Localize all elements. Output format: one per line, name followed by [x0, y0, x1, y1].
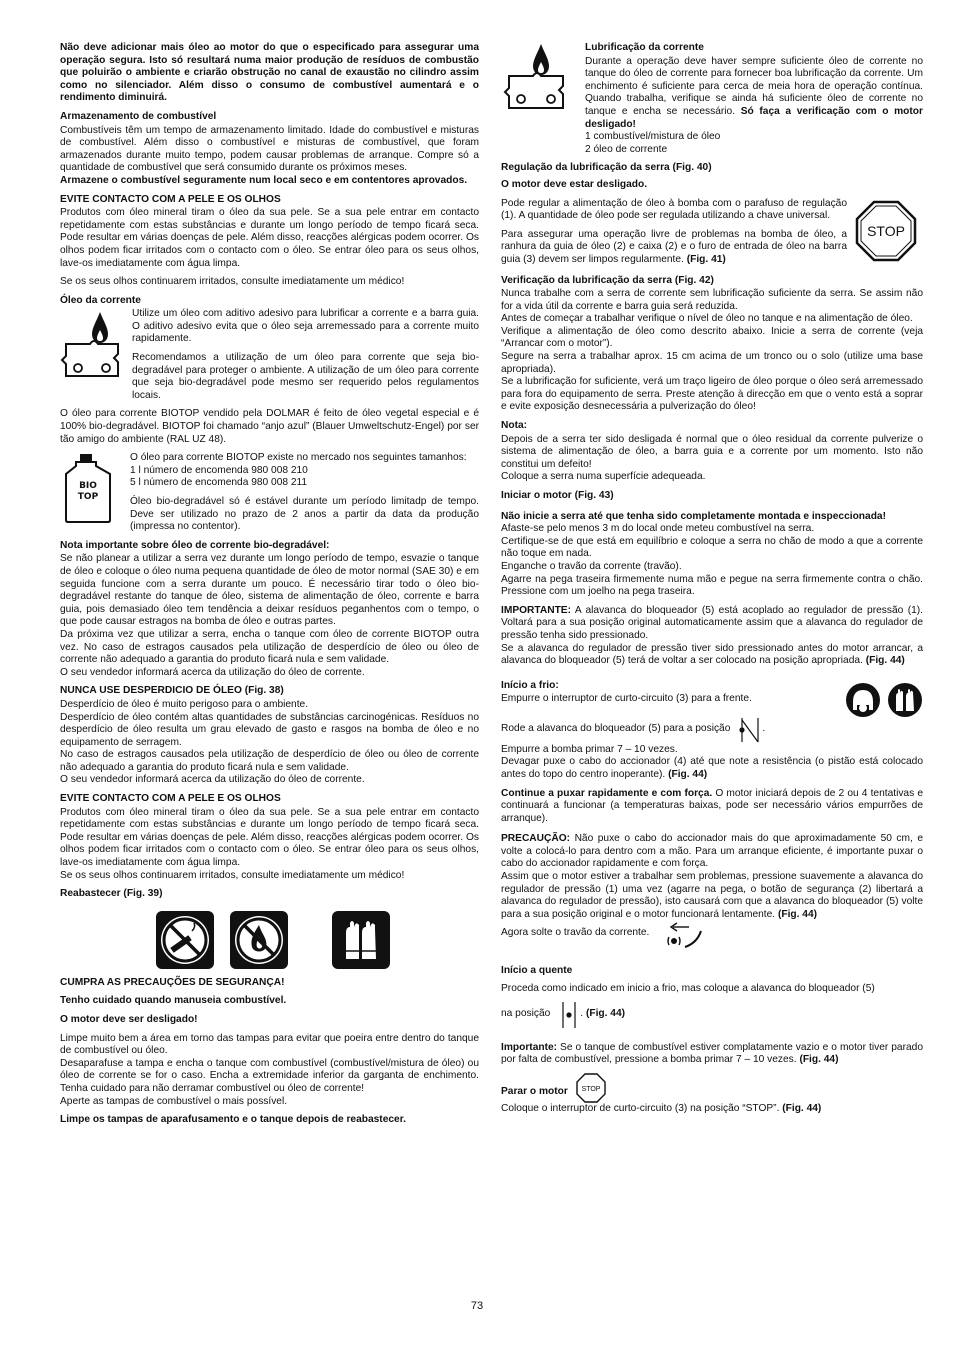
regulation-block [501, 198, 923, 273]
start-p4: Agarre na pega traseira firmemente numa mão e pegue na serra firmemente contra o chão. Pressione com um joelho na pega traseira. [501, 573, 923, 598]
skin1-text2: Se os seus olhos continuarem irritados, consulte imediatamente um médico! [60, 276, 405, 288]
svg-text:STOP: STOP [867, 222, 905, 239]
wear-gloves-icon [332, 911, 390, 969]
regulation-bold: O motor deve estar desligado. [501, 178, 648, 190]
storage-heading: Armazenamento de combustível [60, 110, 217, 122]
stop-sign-icon [855, 198, 923, 267]
refuel-heading: Reabastecer (Fig. 39) [60, 888, 163, 900]
start-bold: Não inicie a serra até que tenha sido completamente montada e inspeccionada! [501, 510, 886, 522]
stop-engine-text: Coloque o interruptor de curto-circuito (3) na posição “STOP”. (Fig. 44) [501, 1102, 822, 1114]
safety-b2: O motor deve ser desligado! [60, 1014, 198, 1025]
lubrication-block [501, 42, 923, 156]
verification-p4: Segure na serra a trabalhar aprox. 15 cm acima de um tronco ou o solo (utilize uma base apropriada). [501, 351, 923, 375]
waste-l1: Desperdício de óleo é muito perigoso para o ambiente. [60, 698, 309, 710]
skin2-text: Produtos com óleo mineral tiram o óleo da sua pele. Se a sua pele entrar em contacto repetidamente com estas substâncias e durante um longo período de tempo ficará seca. Pode resultar em várias doenças de pele. Além disso, reacções alérgicas podem ocorrer. Os olhos podem ficar irritados com o contacto com o óleo. Se entrar óleo para os seus olhos, lave-os imediatamente com água limpa. [60, 806, 479, 869]
nota-p1: Depois de a serra ter sido desligada é normal que o óleo residual da corrente pulverize o sistema de alimentação de óleo, a barra guia e a corrente por um momento. Isto não constitui um defeito! [501, 433, 923, 470]
storage-text: Combustíveis têm um tempo de armazenamento limitado. Idade do combustível e misturas de combustível. Além disso o combustível e misturas de combustível, que foram armazenados durante muito tempo, podem causar problemas de arranque. Compre só a quantidade de combustível que será consumido durante os próximos meses. [60, 124, 479, 174]
start-p3: Enganche o travão da corrente (travão). [501, 560, 682, 572]
nota-heading: Nota: [501, 420, 528, 432]
oil-drop-chain-icon [501, 42, 577, 115]
nota-p2: Coloque a serra numa superfície adequeada. [501, 471, 706, 483]
important-text: IMPORTANTE: A alavanca do bloqueador (5) está acoplado ao regulador de pressão (1). Voltará para a sua posição original automaticamente assim que a alavanca do regulador de pressão tenha sido pressionado. [501, 604, 923, 641]
cold-start-p3: Empurre a bomba primar 7 – 10 vezes. [501, 743, 678, 755]
cold-start-lever-line [501, 716, 923, 744]
biotop-p2: Óleo bio-degradável só é estável durante um período limitadp de tempo. Deve ser utilizado no prazo de 2 anos a partir da data da produção (impressa no contentor). [130, 496, 479, 533]
biotop-block [60, 452, 479, 540]
waste-l3: No caso de estragos causados pela utilização de desperdício de óleo ou óleo de corrente não adequado a garantia do produto ficará nula e sem validade. [60, 749, 479, 773]
skin1-heading: EVITE CONTACTO COM A PELE E OS OLHOS [60, 193, 281, 205]
no-open-flame-icon [230, 911, 288, 969]
waste-heading: NUNCA USE DESPERDICIO DE ÓLEO (Fig. 38) [60, 685, 284, 697]
note-heading: Nota importante sobre óleo de corrente bio-degradável: [60, 539, 330, 551]
biotop-bottle-icon [60, 452, 122, 529]
regulation-p1: Pode regular a alimentação de óleo à bomba com o parafuso de regulação (1). A quantidade de óleo pode ser regulada utilizando a chave universal. [501, 197, 847, 222]
verification-p1: Nunca trabalhe com a serra de corrente sem lubrificação suficiente da serra. Se assim não for a vida útil da corrente e barra guia será reduzida. [501, 288, 923, 312]
cold-start-p1: Empurre o interruptor de curto-circuito (3) para a frente. [501, 693, 752, 705]
warm-start-lever-line [501, 1000, 923, 1030]
lubrication-bold: Só faça a verificação com o motor desligado! [585, 105, 923, 130]
note-text3: O seu vendedor informará acerca da utilização do óleo de corrente. [60, 666, 365, 678]
svg-text:BIO: BIO [79, 481, 97, 492]
cold-start-p2b: . [762, 723, 766, 735]
verification-p3: Verifique a alimentação de óleo como descrito abaixo. Inicie a serra de corrente (veja “Arrancar com o motor”). [501, 325, 923, 350]
chain-brake-release-icon [663, 921, 707, 951]
intro-warning: Não deve adicionar mais óleo ao motor do que o especificado para assegurar uma operação segura. Isto só resultará numa maior produção de resíduos de combustão que poluirão o ambiente e criarão obstrução no canal de exaustão no cilindro assim como no silenciador. Além disso o consumo de combustível aumentará e o rendimento diminuirá. [60, 42, 479, 104]
stop-engine-heading: Parar o motor [501, 1085, 568, 1097]
oil-drop-chain-icon [60, 308, 124, 385]
no-smoking-icon [156, 911, 214, 969]
skin1-text: Produtos com óleo mineral tiram o óleo da sua pele. Se a sua pele entrar em contacto repetidamente com estas substâncias e durante um longo período de tempo ficará seca. Pode resultar em várias doenças de pele. Além disso, reacções alérgicas podem ocorrer. Os olhos podem ficar irritados com o contacto com o óleo. Se entrar óleo para os seus olhos, lave-os imediatamente com água limpa. [60, 207, 479, 269]
safety-heading: CUMPRA AS PRECAUÇÕES DE SEGURANÇA! [60, 976, 285, 988]
cold-start-p2a: Rode a alavanca do bloqueador (5) para a posição [501, 723, 731, 735]
verification-p5: Se a lubrificação for suficiente, verá um traço ligeiro de óleo porque o óleo será arremessado para fora do equipamento de serra. Preste atenção à direcção em que o vento está a soprar e evite exposição desnecessária a pulverização do óleo! [501, 376, 923, 413]
stop-sign-small-icon [576, 1073, 606, 1103]
start-p1: Afaste-se pelo menos 3 m do local onde meteu combustível na serra. [501, 523, 815, 535]
brake-release-line [501, 927, 923, 951]
important-text2: Se a alavanca do regulador de pressão tiver sido pressionado antes do motor arrancar, a alavanca do bloqueador (5) terá de voltar a ser colocado na posição apropriada. (Fig. 44) [501, 642, 923, 667]
warm-start-p2a: na posição [501, 1008, 551, 1020]
left-column [60, 42, 479, 1133]
verification-p2: Antes de começar a trabalhar verifique o nível de óleo no tanque e na alimentação de óleo. [501, 313, 913, 325]
refuel-symbols [156, 911, 479, 969]
precaution-text2: Assim que o motor estiver a trabalhar sem problemas, pressione suavemente a alavanca do regulador de pressão (1) uma vez (agarre na pega, o botão de segurança (2) libertará a alavanca do regulador de pressão), isto causará com que a alavanca do bloqueador (5) volte para a sua posição original e o motor funcionará lentamente. (Fig. 44) [501, 871, 923, 920]
choke-lever-icon [736, 716, 762, 744]
warm-start-heading: Início a quente [501, 965, 573, 977]
svg-text:TOP: TOP [77, 492, 99, 503]
safety-p2: Desaparafuse a tampa e encha o tanque com combustível (combustível/mistura de óleo) ou óleo de corrente se for o caso. Encha a extremidade inferior da garganta de enchimento. Tenha cuidado para não derramar combustível ou óleo de corrente! [60, 1057, 479, 1094]
lubrication-text: Durante a operação deve haver sempre suficiente óleo de corrente no tanque do óleo de corrente para fornecer boa lubrificação da corrente. Um enchimento é suficiente para cerca de meia hora de operação contínua. Quando trabalha, verifique se ainda há suficiente óleo de corrente no tanque e encha se necessário. Só faça a verificação com o motor desligado! [585, 55, 923, 130]
right-column [501, 42, 923, 1121]
lubrication-item-2: 2 óleo de corrente [585, 143, 668, 155]
chainoil-p3: O óleo para corrente BIOTOP vendido pela DOLMAR é feito de óleo vegetal especial e é 100% bio-degradável. BIOTOP foi chamado “anjo azul” (Blauer Umweltschutz-Engel) por ser tão amigo do ambiente (RAL UZ 48). [60, 408, 479, 445]
biotop-order-1: 1 l número de encomenda 980 008 210 [130, 464, 308, 476]
safety-b1: Tenho cuidado quando manuseia combustível. [60, 995, 287, 1007]
helmet-icon [845, 682, 881, 718]
brake-release-text: Agora solte o travão da corrente. [501, 927, 650, 939]
waste-l4: O seu vendedor informará acerca da utilização do óleo de corrente. [60, 774, 365, 786]
cold-start-heading: Início a frio: [501, 679, 559, 691]
start-p2: Certifique-se de que está em equilíbrio e coloque a serra no chão de modo a que a corrente não toque em nada. [501, 535, 923, 560]
continue-text: Continue a puxar rapidamente e com força. O motor iniciará depois de 2 ou 4 tentativas e continuará a funcionar (a temperaturas baixas, pode ser necessário vários empurrões de arranque). [501, 787, 923, 824]
lubrication-heading: Lubrificação da corrente [585, 42, 704, 53]
waste-l2: Desperdício de óleo contém altas quantidades de substâncias carcinogénicas. Resíduos no desperdício de óleo resulta um grau elevado de gasto e rasgos na bomba de óleo e no equipamento de serragem. [60, 711, 479, 748]
chainoil-heading: Óleo da corrente [60, 294, 141, 306]
chainoil-block [60, 308, 479, 408]
cold-start-p4: Devagar puxe o cabo do accionador (4) até que note a resistência (o pistão está colocado antes do topo do centro inoperante). (Fig. 44) [501, 756, 923, 780]
storage-bold: Armazene o combustível seguramente num local seco e em contentores aprovados. [60, 174, 468, 186]
cold-start-block [501, 680, 923, 718]
safety-gear-icons [845, 682, 923, 718]
safety-b3: Limpe os tampas de aparafusamento e o tanque depois de reabastecer. [60, 1114, 406, 1126]
regulation-heading: Regulação da lubrificação da serra (Fig. 40) [501, 162, 712, 174]
safety-p1: Limpe muito bem a área em torno das tampas para evitar que poeira entre dentro do tanque de combustível ou óleo. [60, 1032, 479, 1057]
important2-text: Importante: Se o tanque de combustível estiver complatamente vazio e o motor tiver parado por falta de combustível, pressione a bomba primar 7 – 10 vezes. (Fig. 44) [501, 1041, 923, 1066]
svg-text:STOP: STOP [581, 1085, 601, 1093]
warm-start-fig: . (Fig. 44) [580, 1008, 626, 1020]
half-throttle-lever-icon [558, 1000, 580, 1030]
lubrication-item-1: 1 combustível/mistura de óleo [585, 131, 721, 143]
chainoil-p1: Utilize um óleo com aditivo adesivo para lubrificar a corrente e a barra guia. O aditivo adesivo evita que o óleo seja arremessado para a corrente muito rapidamente. [132, 308, 479, 345]
page-number: 73 [470, 1300, 484, 1312]
verification-heading: Verificação da lubrificação da serra (Fig. 42) [501, 274, 714, 286]
stop-engine-heading-line [501, 1081, 923, 1103]
safety-p3: Aperte as tampas de combustível o mais possível. [60, 1095, 288, 1107]
skin2-heading: EVITE CONTACTO COM A PELE E OS OLHOS [60, 793, 281, 805]
note-text2: Da próxima vez que utilizar a serra, encha o tanque com óleo de corrente BIOTOP outra vez. No caso de estragos causados pela utilização de desperdício de óleo ou óleo de corrente não adequado a garantia do produto ficará nula e sem validade. [60, 628, 479, 666]
regulation-p2: Para assegurar uma operação livre de problemas na bomba de óleo, a ranhura da guia de óleo (2) e caixa (2) e o furo de entrada de óleo na barra guia (3) devem ser limpos regularmente. (Fig. 41) [501, 228, 847, 265]
biotop-p1: O óleo para corrente BIOTOP existe no mercado nos seguintes tamanhos: [130, 452, 467, 464]
skin2-text2: Se os seus olhos continuarem irritados, consulte imediatamente um médico! [60, 869, 405, 881]
precaution-text: PRECAUÇÃO: Não puxe o cabo do accionador mais do que aproximadamente 50 cm, e volte a colocá-lo para dentro com a mão. Para um arranque eficiente, é importante puxar o cabo do accionador rapidamente e com força. [501, 833, 923, 870]
chainoil-p2: Recomendamos a utilização de um óleo para corrente que seja bio-degradável para proteger o ambiente. A utilização de um óleo para corrente que seja bio-degradável pode mesmo ser requerido pelos regulamentos locais. [132, 352, 479, 401]
note-text: Se não planear a utilizar a serra vez durante um longo período de tempo, esvazie o tanque de óleo e coloque o óleo numa pequena quantidade de óleo de motor normal (SAE 30) e em seguida funcione com a serra durante um pouco. É necessário tirar todo o óleo bio-degradável restante do tanque de óleo, sistema de alimentação de óleo, corrente e barra guia, pois demasiado óleo tem tendência a deixar resíduos peganhentos com o tempo, o que pode causar estragos na bomba de óleo e outras partes. [60, 553, 479, 628]
biotop-order-2: 5 l número de encomenda 980 008 211 [130, 477, 308, 489]
gloves-icon [887, 682, 923, 718]
start-heading: Iniciar o motor (Fig. 43) [501, 490, 614, 501]
warm-start-p1: Proceda como indicado em inicio a frio, mas coloque a alavanca do bloqueador (5) [501, 983, 875, 995]
